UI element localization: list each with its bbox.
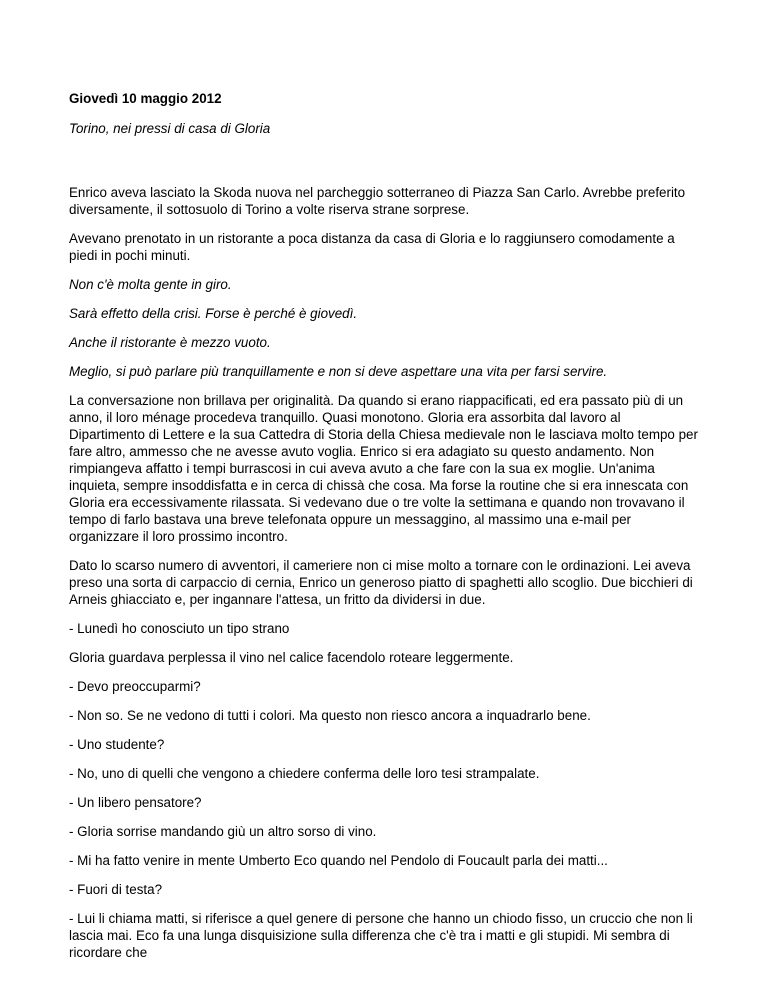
dialogue-line: - Fuori di testa? [69, 882, 163, 897]
location-line: Torino, nei pressi di casa di Gloria [69, 121, 271, 136]
dialogue-line: - Un libero pensatore? [69, 795, 202, 810]
dialogue-line: - Devo preoccuparmi? [69, 679, 201, 694]
paragraph: La conversazione non brillava per originalità. Da quando si erano riappacificati, ed era passato più di un anno, il loro ménage procedeva tranquillo. Quasi monotono. Gloria era assorbita dal lavoro al Dipartimento di Lettere e la sua Cattedra di Storia della Chiesa medievale non le lasciava molto tempo per fare altro, ammesso che ne avesse avuto voglia. Enrico si era adagiato su questo andamento. Non rimpiangeva affatto i tempi burrascosi in cui aveva avuto a che fare con la sua ex moglie. Un'anima inquieta, sempre insoddisfatta e in cerca di chissà che cosa. Ma forse la routine che si era innescata con Gloria era eccessivamente rilassata. Si vedevano due o tre volte la settimana e quando non trovavano il tempo di farlo bastava una breve telefonata oppure un messaggino, al massimo una e-mail per organizzare il loro prossimo incontro. [69, 393, 698, 544]
paragraph: Enrico aveva lasciato la Skoda nuova nel parcheggio sotterraneo di Piazza San Carlo. Avrebbe preferito diversamente, il sottosuolo di Torino a volte riserva strane sorprese. [69, 185, 686, 217]
paragraph: Dato lo scarso numero di avventori, il cameriere non ci mise molto a tornare con le ordinazioni. Lei aveva preso una sorta di carpaccio di cernia, Enrico un generoso piatto di spaghetti allo scoglio. Due bicchieri di Arneis ghiacciato e, per ingannare l'attesa, un fritto da dividersi in due. [69, 558, 693, 607]
date-heading: Giovedì 10 maggio 2012 [69, 91, 222, 106]
thought-line: Non c'è molta gente in giro. [69, 277, 232, 292]
dialogue-line: - Lunedì ho conosciuto un tipo strano [69, 621, 290, 636]
dialogue-line: - Uno studente? [69, 737, 165, 752]
paragraph: Gloria guardava perplessa il vino nel calice facendolo roteare leggermente. [69, 650, 514, 665]
paragraph: Avevano prenotato in un ristorante a poca distanza da casa di Gloria e lo raggiunsero comodamente a piedi in pochi minuti. [69, 231, 675, 263]
dialogue-line: - Gloria sorrise mandando giù un altro sorso di vino. [69, 824, 377, 839]
thought-line: Sarà effetto della crisi. Forse è perché è giovedì. [69, 306, 358, 321]
dialogue-line: - Non so. Se ne vedono di tutti i colori. Ma questo non riesco ancora a inquadrarlo bene. [69, 708, 591, 723]
dialogue-line: - Mi ha fatto venire in mente Umberto Eco quando nel Pendolo di Foucault parla dei matti... [69, 853, 608, 868]
dialogue-line: - No, uno di quelli che vengono a chiedere conferma delle loro tesi strampalate. [69, 766, 540, 781]
dialogue-line: - Lui li chiama matti, si riferisce a quel genere di persone che hanno un chiodo fisso, un cruccio che non li lascia mai. Eco fa una lunga disquisizione sulla differenza che c'è tra i matti e gli stupidi. Mi sembra di ricordare che [69, 911, 693, 960]
thought-line: Anche il ristorante è mezzo vuoto. [69, 335, 271, 350]
thought-line: Meglio, si può parlare più tranquillamente e non si deve aspettare una vita per farsi servire. [69, 364, 608, 379]
